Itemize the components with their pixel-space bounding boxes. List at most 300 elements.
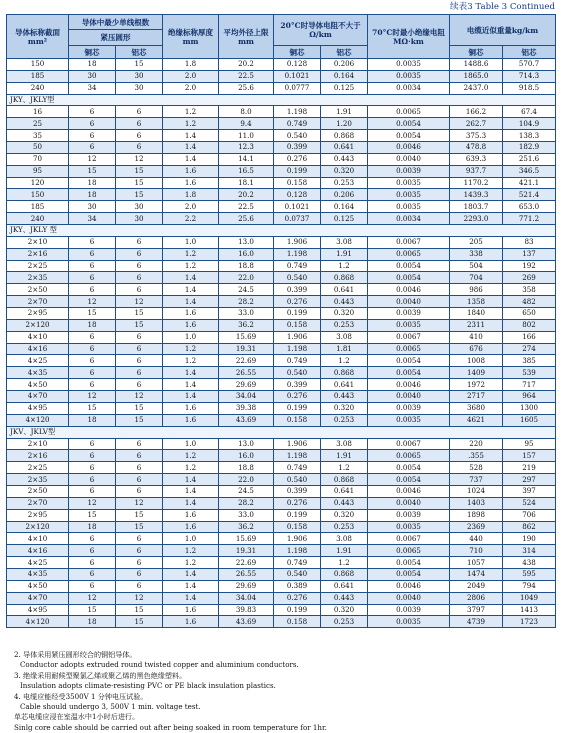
section-header-row bbox=[7, 94, 556, 106]
table-cell: 182.9 bbox=[503, 142, 556, 154]
table-cell: 4×95 bbox=[7, 402, 69, 414]
table-cell: 1803.7 bbox=[450, 201, 503, 213]
table-cell: 15 bbox=[69, 165, 116, 177]
table-cell: 1.906 bbox=[274, 533, 321, 545]
table-cell: 524 bbox=[503, 497, 556, 509]
table-cell: 1.2 bbox=[321, 462, 368, 474]
table-cell: 1.4 bbox=[163, 485, 219, 497]
table-cell: 95 bbox=[7, 165, 69, 177]
table-cell: 6 bbox=[69, 367, 116, 379]
table-cell: 6 bbox=[116, 474, 163, 486]
table-cell: 25.6 bbox=[219, 82, 274, 94]
table-cell: 0.128 bbox=[274, 189, 321, 201]
table-row bbox=[7, 391, 556, 403]
table-cell: 18 bbox=[69, 59, 116, 71]
table-cell: 4×70 bbox=[7, 592, 69, 604]
table-cell: 29.69 bbox=[219, 379, 274, 391]
table-cell: 34.04 bbox=[219, 391, 274, 403]
table-row bbox=[7, 343, 556, 355]
table-cell: 67.4 bbox=[503, 106, 556, 118]
table-cell: 6 bbox=[116, 580, 163, 592]
table-cell: 0.443 bbox=[321, 391, 368, 403]
table-cell: 385 bbox=[503, 355, 556, 367]
table-row bbox=[7, 165, 556, 177]
table-cell: 410 bbox=[450, 331, 503, 343]
table-row bbox=[7, 568, 556, 580]
table-cell: 12 bbox=[69, 497, 116, 509]
table-cell: 1.2 bbox=[321, 355, 368, 367]
table-row bbox=[7, 142, 556, 154]
table-cell: 50 bbox=[7, 142, 69, 154]
table-cell: 2.0 bbox=[163, 82, 219, 94]
table-cell: 0.253 bbox=[321, 414, 368, 426]
table-cell: 34 bbox=[69, 213, 116, 225]
table-cell: 1.0 bbox=[163, 533, 219, 545]
table-cell: 1.4 bbox=[163, 367, 219, 379]
table-cell: 240 bbox=[7, 213, 69, 225]
table-cell: 4×10 bbox=[7, 331, 69, 343]
table-cell: 13.0 bbox=[219, 236, 274, 248]
table-cell: 1.4 bbox=[163, 474, 219, 486]
table-cell: 12 bbox=[116, 592, 163, 604]
table-cell: 0.1021 bbox=[274, 70, 321, 82]
table-row bbox=[7, 367, 556, 379]
table-cell: 0.443 bbox=[321, 497, 368, 509]
table-cell: 33.0 bbox=[219, 308, 274, 320]
table-cell: 1.4 bbox=[163, 296, 219, 308]
table-row bbox=[7, 213, 556, 225]
table-cell: 0.641 bbox=[321, 485, 368, 497]
table-cell: 43.69 bbox=[219, 414, 274, 426]
section-label: JKY、JKLY 型 bbox=[7, 225, 556, 237]
table-cell: 1.198 bbox=[274, 248, 321, 260]
table-cell: 0.0054 bbox=[368, 474, 450, 486]
table-cell: 1.6 bbox=[163, 319, 219, 331]
table-cell: 0.276 bbox=[274, 497, 321, 509]
table-cell: 1.6 bbox=[163, 604, 219, 616]
table-cell: 150 bbox=[7, 189, 69, 201]
table-row bbox=[7, 521, 556, 533]
section-label: JKY、JKLY型 bbox=[7, 94, 556, 106]
table-cell: 862 bbox=[503, 521, 556, 533]
table-cell: 346.5 bbox=[503, 165, 556, 177]
table-cell: 1.2 bbox=[321, 557, 368, 569]
table-cell: 595 bbox=[503, 568, 556, 580]
table-cell: 1.0 bbox=[163, 438, 219, 450]
table-cell: 2×35 bbox=[7, 272, 69, 284]
table-row bbox=[7, 260, 556, 272]
table-cell: 6 bbox=[69, 248, 116, 260]
table-cell: 482 bbox=[503, 296, 556, 308]
table-cell: 421.1 bbox=[503, 177, 556, 189]
table-cell: 0.253 bbox=[321, 521, 368, 533]
table-cell: 15 bbox=[116, 177, 163, 189]
table-cell: 0.868 bbox=[321, 568, 368, 580]
table-cell: 0.199 bbox=[274, 604, 321, 616]
table-cell: 653.0 bbox=[503, 201, 556, 213]
table-row bbox=[7, 189, 556, 201]
table-cell: 1.2 bbox=[163, 248, 219, 260]
table-cell: 1865.0 bbox=[450, 70, 503, 82]
table-cell: 1.4 bbox=[163, 284, 219, 296]
table-cell: 0.164 bbox=[321, 70, 368, 82]
table-cell: 1.91 bbox=[321, 545, 368, 557]
table-cell: 6 bbox=[69, 118, 116, 130]
table-cell: 15 bbox=[116, 414, 163, 426]
table-cell: 0.253 bbox=[321, 319, 368, 331]
table-cell: 964 bbox=[503, 391, 556, 403]
table-cell: 0.641 bbox=[321, 284, 368, 296]
table-cell: 6 bbox=[116, 379, 163, 391]
table-cell: 0.320 bbox=[321, 509, 368, 521]
section-header-row bbox=[7, 225, 556, 237]
table-cell: 22.69 bbox=[219, 355, 274, 367]
table-cell: 0.641 bbox=[321, 580, 368, 592]
table-row bbox=[7, 153, 556, 165]
table-cell: 1.91 bbox=[321, 248, 368, 260]
table-cell: 0.0035 bbox=[368, 201, 450, 213]
table-row bbox=[7, 557, 556, 569]
table-cell: 6 bbox=[69, 142, 116, 154]
table-cell: 0.868 bbox=[321, 367, 368, 379]
table-row bbox=[7, 533, 556, 545]
table-cell: 43.69 bbox=[219, 616, 274, 628]
note-line: Conductor adopts extruded round twisted copper and aluminium conductors. bbox=[20, 660, 299, 670]
table-row bbox=[7, 592, 556, 604]
table-cell: 1.2 bbox=[163, 545, 219, 557]
table-cell: 6 bbox=[69, 462, 116, 474]
table-cell: 0.206 bbox=[321, 59, 368, 71]
table-cell: 0.320 bbox=[321, 165, 368, 177]
table-row bbox=[7, 59, 556, 71]
table-cell: 22.5 bbox=[219, 70, 274, 82]
table-cell: 185 bbox=[7, 70, 69, 82]
table-cell: 0.0040 bbox=[368, 497, 450, 509]
table-cell: 1.2 bbox=[163, 557, 219, 569]
table-cell: 30 bbox=[69, 201, 116, 213]
table-row bbox=[7, 450, 556, 462]
header-weight: 电缆近似重量kg/km bbox=[450, 15, 556, 46]
table-cell: 18.8 bbox=[219, 462, 274, 474]
table-cell: 397 bbox=[503, 485, 556, 497]
header-insulation-resistance-70c: 70°C时最小绝缘电阻MΩ·km bbox=[368, 15, 450, 59]
table-cell: 2×10 bbox=[7, 438, 69, 450]
table-cell: 6 bbox=[116, 130, 163, 142]
table-cell: 706 bbox=[503, 509, 556, 521]
table-cell: 15 bbox=[116, 616, 163, 628]
table-cell: 1.2 bbox=[163, 355, 219, 367]
table-cell: 30 bbox=[116, 82, 163, 94]
table-cell: 6 bbox=[116, 343, 163, 355]
table-row bbox=[7, 355, 556, 367]
table-cell: 0.276 bbox=[274, 153, 321, 165]
table-row bbox=[7, 177, 556, 189]
table-cell: 338 bbox=[450, 248, 503, 260]
table-cell: 0.0046 bbox=[368, 379, 450, 391]
table-cell: 802 bbox=[503, 319, 556, 331]
table-cell: 166 bbox=[503, 331, 556, 343]
table-cell: 185 bbox=[7, 201, 69, 213]
table-cell: 0.0777 bbox=[274, 82, 321, 94]
table-cell: 0.749 bbox=[274, 557, 321, 569]
table-cell: 150 bbox=[7, 59, 69, 71]
table-cell: 18 bbox=[69, 521, 116, 533]
table-cell: 1.0 bbox=[163, 331, 219, 343]
table-cell: 0.0046 bbox=[368, 485, 450, 497]
table-cell: 6 bbox=[116, 260, 163, 272]
table-cell: 714.3 bbox=[503, 70, 556, 82]
table-row bbox=[7, 331, 556, 343]
table-cell: 1.4 bbox=[163, 568, 219, 580]
table-cell: 18 bbox=[69, 319, 116, 331]
table-cell: 2×35 bbox=[7, 474, 69, 486]
table-cell: 1.4 bbox=[163, 130, 219, 142]
table-cell: 0.0067 bbox=[368, 236, 450, 248]
table-row bbox=[7, 284, 556, 296]
table-cell: 0.0054 bbox=[368, 367, 450, 379]
table-cell: 15.69 bbox=[219, 331, 274, 343]
table-cell: 70 bbox=[7, 153, 69, 165]
table-cell: 6 bbox=[116, 106, 163, 118]
table-cell: 6 bbox=[69, 379, 116, 391]
header-wire-al: 铝芯 bbox=[116, 46, 163, 59]
table-cell: 29.69 bbox=[219, 580, 274, 592]
table-cell: 1.2 bbox=[321, 260, 368, 272]
table-cell: 1.6 bbox=[163, 414, 219, 426]
table-cell: 4×95 bbox=[7, 604, 69, 616]
table-row bbox=[7, 509, 556, 521]
table-cell: 676 bbox=[450, 343, 503, 355]
table-cell: 240 bbox=[7, 82, 69, 94]
table-cell: 16 bbox=[7, 106, 69, 118]
table-cell: 95 bbox=[503, 438, 556, 450]
table-cell: 0.399 bbox=[274, 284, 321, 296]
table-cell: 1.6 bbox=[163, 308, 219, 320]
table-cell: 190 bbox=[503, 533, 556, 545]
table-cell: 6 bbox=[69, 485, 116, 497]
table-row bbox=[7, 106, 556, 118]
table-cell: 6 bbox=[69, 106, 116, 118]
table-cell: 0.0065 bbox=[368, 343, 450, 355]
header-resistance-cu: 铜芯 bbox=[274, 46, 321, 59]
table-cell: 3797 bbox=[450, 604, 503, 616]
table-cell: 0.0039 bbox=[368, 509, 450, 521]
table-cell: 25 bbox=[7, 118, 69, 130]
table-cell: 274 bbox=[503, 343, 556, 355]
table-cell: 1008 bbox=[450, 355, 503, 367]
table-cell: 22.0 bbox=[219, 474, 274, 486]
table-cell: 1170.2 bbox=[450, 177, 503, 189]
table-row bbox=[7, 236, 556, 248]
table-cell: 0.749 bbox=[274, 118, 321, 130]
table-cell: 1300 bbox=[503, 402, 556, 414]
table-cell: 6 bbox=[69, 533, 116, 545]
table-cell: 650 bbox=[503, 308, 556, 320]
table-cell: 0.276 bbox=[274, 296, 321, 308]
table-cell: 0.320 bbox=[321, 402, 368, 414]
table-cell: 12 bbox=[116, 497, 163, 509]
table-cell: 0.0040 bbox=[368, 391, 450, 403]
table-cell: 0.0035 bbox=[368, 616, 450, 628]
table-cell: 2×95 bbox=[7, 509, 69, 521]
table-cell: 39.38 bbox=[219, 402, 274, 414]
table-cell: 0.128 bbox=[274, 59, 321, 71]
table-cell: 219 bbox=[503, 462, 556, 474]
table-cell: 0.0039 bbox=[368, 604, 450, 616]
table-cell: 1.198 bbox=[274, 545, 321, 557]
table-cell: 15 bbox=[116, 604, 163, 616]
table-cell: 20.2 bbox=[219, 59, 274, 71]
table-cell: 157 bbox=[503, 450, 556, 462]
table-cell: 6 bbox=[116, 568, 163, 580]
table-cell: 1723 bbox=[503, 616, 556, 628]
table-cell: 22.5 bbox=[219, 201, 274, 213]
table-cell: 0.389 bbox=[274, 580, 321, 592]
table-cell: 1.6 bbox=[163, 165, 219, 177]
table-cell: 6 bbox=[69, 568, 116, 580]
table-cell: 4×70 bbox=[7, 391, 69, 403]
table-cell: 6 bbox=[116, 272, 163, 284]
table-cell: 0.540 bbox=[274, 568, 321, 580]
table-cell: 704 bbox=[450, 272, 503, 284]
table-cell: 28.2 bbox=[219, 497, 274, 509]
table-cell: 358 bbox=[503, 284, 556, 296]
table-cell: 6 bbox=[116, 236, 163, 248]
table-cell: 1.0 bbox=[163, 236, 219, 248]
table-cell: 9.4 bbox=[219, 118, 274, 130]
table-row bbox=[7, 438, 556, 450]
table-cell: 0.0054 bbox=[368, 557, 450, 569]
header-section: 导体标称截面mm² bbox=[7, 15, 69, 59]
table-cell: 3.08 bbox=[321, 331, 368, 343]
table-cell: 0.540 bbox=[274, 130, 321, 142]
table-cell: 0.158 bbox=[274, 177, 321, 189]
table-cell: 0.0067 bbox=[368, 331, 450, 343]
table-cell: 1409 bbox=[450, 367, 503, 379]
table-cell: 0.199 bbox=[274, 402, 321, 414]
table-cell: 1.6 bbox=[163, 521, 219, 533]
table-cell: 4×16 bbox=[7, 343, 69, 355]
table-cell: 15 bbox=[116, 165, 163, 177]
table-cell: 15 bbox=[69, 402, 116, 414]
table-cell: 6 bbox=[116, 142, 163, 154]
table-cell: 8.0 bbox=[219, 106, 274, 118]
table-cell: 18.1 bbox=[219, 177, 274, 189]
table-cell: 1.2 bbox=[163, 343, 219, 355]
table-cell: 26.55 bbox=[219, 568, 274, 580]
table-cell: 2049 bbox=[450, 580, 503, 592]
table-cell: 440 bbox=[450, 533, 503, 545]
table-cell: 6 bbox=[69, 236, 116, 248]
table-cell: 0.164 bbox=[321, 201, 368, 213]
table-cell: 1.4 bbox=[163, 391, 219, 403]
note-line: 3. 绝缘采用耐候型聚氯乙烯或聚乙烯的黑色绝缘塑料。 bbox=[14, 670, 187, 680]
table-cell: 3.08 bbox=[321, 533, 368, 545]
table-cell: 12 bbox=[69, 391, 116, 403]
table-cell: 3.08 bbox=[321, 236, 368, 248]
table-cell: 0.158 bbox=[274, 414, 321, 426]
table-cell: 0.540 bbox=[274, 367, 321, 379]
table-cell: 539 bbox=[503, 367, 556, 379]
table-cell: 15 bbox=[69, 308, 116, 320]
table-cell: 12 bbox=[69, 296, 116, 308]
table-cell: 639.3 bbox=[450, 153, 503, 165]
table-row bbox=[7, 414, 556, 426]
table-cell: 1.6 bbox=[163, 177, 219, 189]
table-cell: 1.8 bbox=[163, 59, 219, 71]
table-cell: 83 bbox=[503, 236, 556, 248]
table-cell: 0.641 bbox=[321, 142, 368, 154]
table-cell: 6 bbox=[116, 450, 163, 462]
table-cell: 0.0054 bbox=[368, 462, 450, 474]
table-cell: 0.0054 bbox=[368, 130, 450, 142]
table-cell: 0.206 bbox=[321, 189, 368, 201]
table-cell: 0.0040 bbox=[368, 153, 450, 165]
table-cell: 3680 bbox=[450, 402, 503, 414]
table-cell: 2.0 bbox=[163, 70, 219, 82]
table-cell: 0.0035 bbox=[368, 59, 450, 71]
table-cell: 478.8 bbox=[450, 142, 503, 154]
table-cell: 2×120 bbox=[7, 521, 69, 533]
table-cell: 15 bbox=[116, 189, 163, 201]
table-cell: 0.0054 bbox=[368, 260, 450, 272]
table-cell: 438 bbox=[503, 557, 556, 569]
table-cell: 0.868 bbox=[321, 474, 368, 486]
table-row bbox=[7, 82, 556, 94]
table-cell: 6 bbox=[69, 331, 116, 343]
table-cell: 0.0067 bbox=[368, 438, 450, 450]
table-cell: 1.906 bbox=[274, 236, 321, 248]
table-cell: 18 bbox=[69, 414, 116, 426]
table-cell: 4739 bbox=[450, 616, 503, 628]
table-cell: 0.0035 bbox=[368, 319, 450, 331]
table-cell: 528 bbox=[450, 462, 503, 474]
table-cell: 937.7 bbox=[450, 165, 503, 177]
table-cell: 2437.0 bbox=[450, 82, 503, 94]
table-cell: 6 bbox=[69, 438, 116, 450]
table-cell: 0.0054 bbox=[368, 355, 450, 367]
table-cell: 39.83 bbox=[219, 604, 274, 616]
table-cell: 11.0 bbox=[219, 130, 274, 142]
table-cell: 737 bbox=[450, 474, 503, 486]
table-cell: 710 bbox=[450, 545, 503, 557]
table-row bbox=[7, 130, 556, 142]
table-cell: 0.0035 bbox=[368, 189, 450, 201]
table-cell: 1.8 bbox=[163, 189, 219, 201]
table-cell: 1.2 bbox=[163, 118, 219, 130]
table-cell: 15 bbox=[116, 308, 163, 320]
table-cell: 24.5 bbox=[219, 284, 274, 296]
table-cell: 26.55 bbox=[219, 367, 274, 379]
table-cell: 13.0 bbox=[219, 438, 274, 450]
table-cell: 1057 bbox=[450, 557, 503, 569]
table-cell: 36.2 bbox=[219, 521, 274, 533]
table-row bbox=[7, 201, 556, 213]
table-cell: 0.276 bbox=[274, 592, 321, 604]
table-cell: 6 bbox=[116, 462, 163, 474]
note-line: 单芯电缆应浸在室温水中1小时后进行。 bbox=[14, 712, 140, 722]
table-cell: 2×50 bbox=[7, 485, 69, 497]
table-cell: 15 bbox=[116, 402, 163, 414]
table-cell: 1.6 bbox=[163, 509, 219, 521]
table-cell: 0.0054 bbox=[368, 272, 450, 284]
table-cell: 30 bbox=[116, 201, 163, 213]
table-row bbox=[7, 545, 556, 557]
table-cell: 1.2 bbox=[163, 450, 219, 462]
table-cell: 6 bbox=[116, 545, 163, 557]
table-cell: 2×120 bbox=[7, 319, 69, 331]
table-cell: 24.5 bbox=[219, 485, 274, 497]
